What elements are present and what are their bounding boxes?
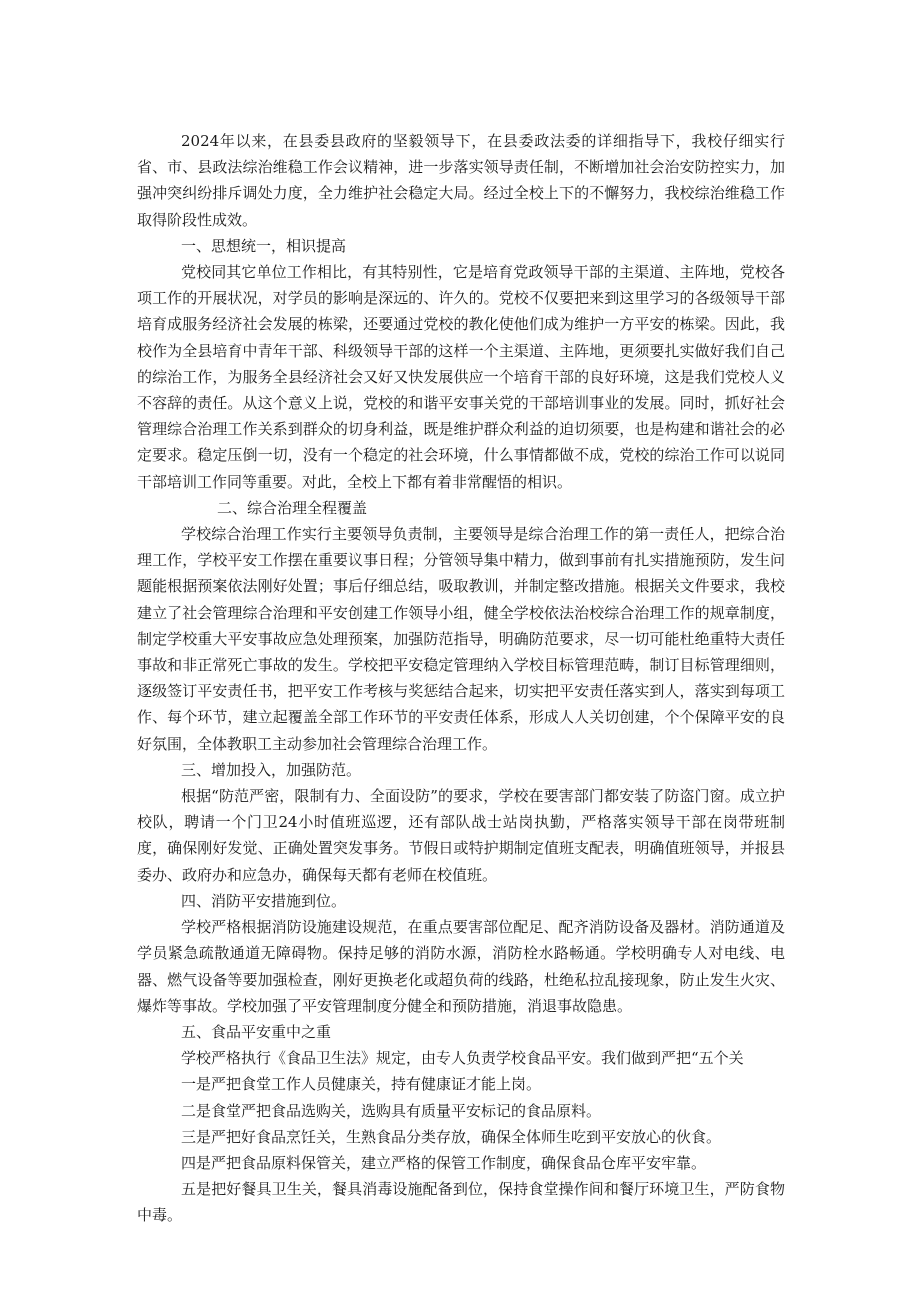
section-5-paragraph: 学校严格执行《食品卫生法》规定，由专人负责学校食品平安。我们做到严把“五个关 xyxy=(181,1049,744,1068)
section-heading-1: 一、思想统一，相识提高 xyxy=(181,236,347,255)
intro-paragraph: 2024年以来，在县委县政府的坚毅领导下，在县委政法委的详细指导下，我校仔细实行省、市、县政法综治维稳工作会议精神，进一步落实领导责任制，不断增加社会治安防控实力，加强冲突纠纷排斥调处力度，全力维护社会稳定大局。经过全校上下的不懈努力，我校综治维稳工作取得阶段性成效。 xyxy=(137,132,785,229)
section-2-paragraph: 学校综合治理工作实行主要领导负责制，主要领导是综合治理工作的第一责任人，把综合治理工作，学校平安工作摆在重要议事日程；分管领导集中精力，做到事前有扎实措施预防，发生问题能根据预案依法刚好处置；事后仔细总结，吸取教训，并制定整改措施。根据关文件要求，我校建立了社会管理综合治理和平安创建工作领导小组，健全学校依法治校综合治理工作的规章制度，制定学校重大平安事故应急处理预案，加强防范指导，明确防范要求，尽一切可能杜绝重特大责任事故和非正常死亡事故的发生。学校把平安稳定管理纳入学校目标管理范畴，制订目标管理细则，逐级签订平安责任书，把平安工作考核与奖惩结合起来，切实把平安责任落实到人，落实到每项工作、每个环节，建立起覆盖全部工作环节的平安责任体系，形成人人关切创建，个个保障平安的良好氛围，全体教职工主动参加社会管理综合治理工作。 xyxy=(137,525,785,753)
section-1-paragraph: 党校同其它单位工作相比，有其特别性，它是培育党政领导干部的主渠道、主阵地，党校各项工作的开展状况，对学员的影响是深远的、许久的。党校不仅要把来到这里学习的各级领导干部培育成服务经济社会发展的栋梁，还要通过党校的教化使他们成为维护一方平安的栋梁。因此，我校作为全县培育中青年干部、科级领导干部的这样一个主渠道、主阵地，更须要扎实做好我们自己的综治工作，为服务全县经济社会又好又快发展供应一个培育干部的良好环境，这是我们党校人义不容辞的责任。从这个意义上说，党校的和谐平安事关党的干部培训事业的发展。同时，抓好社会管理综合治理工作关系到群众的切身利益，既是维护群众利益的迫切须要，也是构建和谐社会的必定要求。稳定压倒一切，没有一个稳定的社会环境，什么事情都做不成，党校的综治工作可以说同干部培训工作同等重要。对此，全校上下都有着非常醒悟的相识。 xyxy=(137,263,785,491)
food-rule-4: 四是严把食品原料保管关，建立严格的保管工作制度，确保食品仓库平安牢靠。 xyxy=(181,1153,707,1172)
document-page xyxy=(137,128,785,1229)
food-rule-5: 五是把好餐具卫生关，餐具消毒设施配备到位，保持食堂操作间和餐厅环境卫生，严防食物中毒。 xyxy=(137,1180,785,1225)
section-heading-4: 四、消防平安措施到位。 xyxy=(181,891,347,910)
food-rule-1: 一是严把食堂工作人员健康关，持有健康证才能上岗。 xyxy=(181,1075,542,1094)
section-heading-3: 三、增加投入，加强防范。 xyxy=(181,760,362,779)
food-rule-3: 三是严把好食品烹饪关，生熟食品分类存放，确保全体师生吃到平安放心的伙食。 xyxy=(181,1127,722,1146)
section-heading-5: 五、食品平安重中之重 xyxy=(181,1022,332,1041)
section-4-paragraph: 学校严格根据消防设施建设规范，在重点要害部位配足、配齐消防设备及器材。消防通道及学员紧急疏散通道无障碍物。保持足够的消防水源，消防栓水路畅通。学校明确专人对电线、电器、燃气设备等要加强检查，刚好更换老化或超负荷的线路，杜绝私拉乱接现象，防止发生火灾、爆炸等事故。学校加强了平安管理制度分健全和预防措施，消退事故隐患。 xyxy=(137,918,785,1015)
section-3-paragraph: 根据“防范严密，限制有力、全面设防”的要求，学校在要害部门都安装了防盗门窗。成立护校队，聘请一个门卫24小时值班巡逻，还有部队战士站岗执勤，严格落实领导干部在岗带班制度，确保刚好发觉、正确处置突发事务。节假日或特护期制定值班支配表，明确值班领导，并报县委办、政府办和应急办，确保每天都有老师在校值班。 xyxy=(137,787,785,884)
section-heading-2: 二、综合治理全程覆盖 xyxy=(217,498,368,517)
food-rule-2: 二是食堂严把食品选购关，选购具有质量平安标记的食品原料。 xyxy=(181,1101,602,1120)
